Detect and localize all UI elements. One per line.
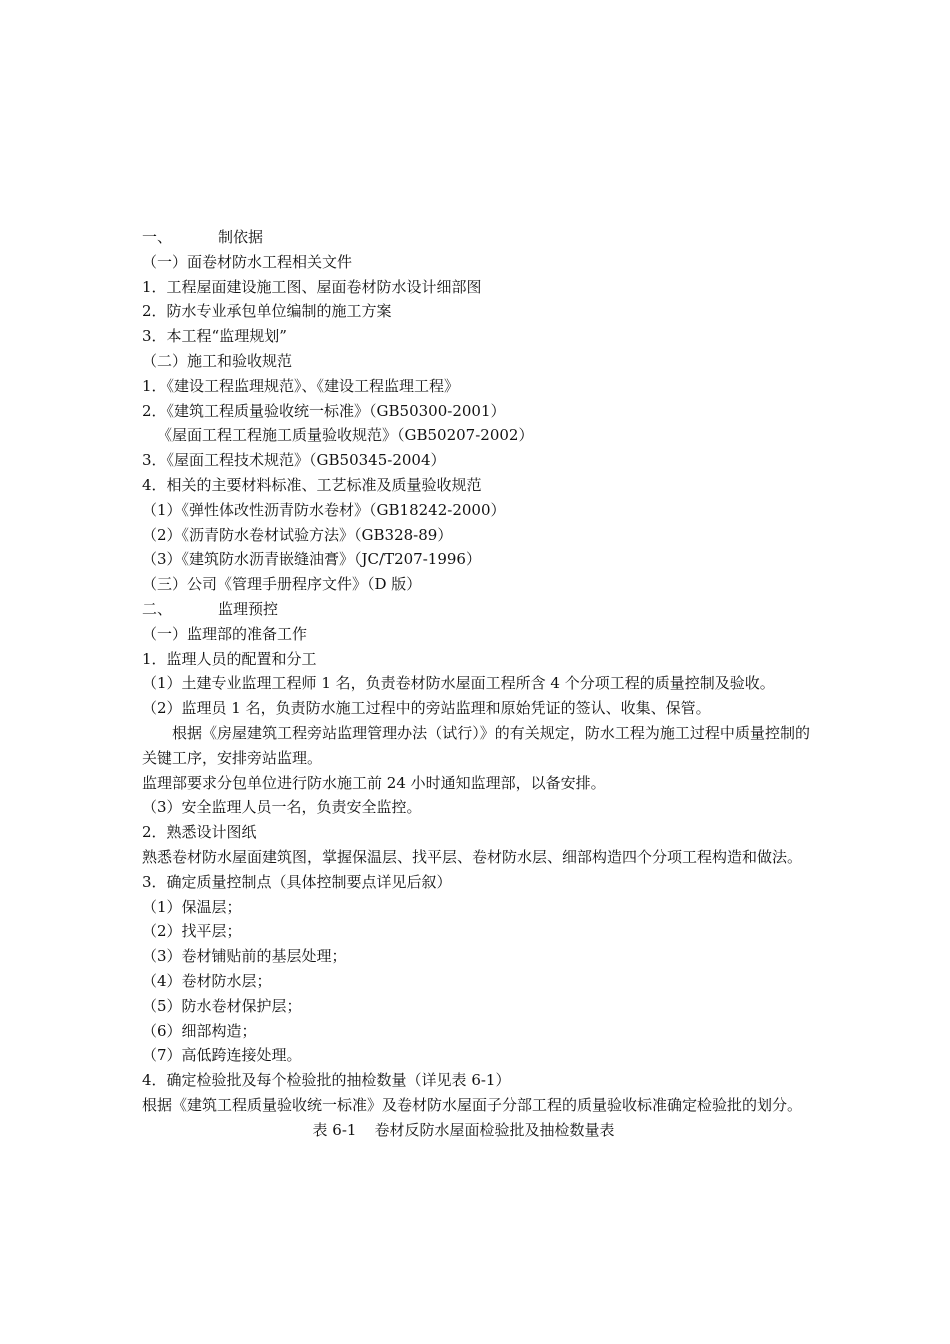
list-item: （1）《弹性体改性沥青防水卷材》（GB18242-2000） — [142, 500, 506, 519]
item-heading: 2．熟悉设计图纸 — [142, 823, 257, 842]
paragraph: 根据《建筑工程质量验收统一标准》及卷材防水屋面子分部工程的质量验收标准确定检验批的划分。 — [142, 1095, 803, 1114]
section-number: 二、 — [142, 599, 173, 618]
section-title: 监理预控 — [218, 599, 279, 618]
control-point: （2）找平层； — [142, 922, 242, 941]
list-item: 2．《建筑工程质量验收统一标准》（GB50300-2001） — [142, 401, 506, 420]
subsection-heading: （三）公司《管理手册程序文件》（D 版） — [142, 575, 422, 594]
list-item: 《屋面工程工程施工质量验收规范》（GB50207-2002） — [157, 426, 534, 445]
section-title: 制依据 — [218, 228, 264, 246]
subsection-heading: （一）面卷材防水工程相关文件 — [142, 252, 353, 271]
list-item: 1．工程屋面建设施工图、屋面卷材防水设计细部图 — [142, 277, 482, 296]
control-point: （4）卷材防水层； — [142, 971, 272, 990]
paragraph: 监理部要求分包单位进行防水施工前 24 小时通知监理部，以备安排。 — [142, 773, 606, 792]
item-heading: 4．确定检验批及每个检验批的抽检数量（详见表 6-1） — [142, 1071, 511, 1090]
table-title: 卷材反防水屋面检验批及抽检数量表 — [374, 1120, 615, 1139]
paragraph: （1）土建专业监理工程师 1 名，负责卷材防水屋面工程所含 4 个分项工程的质量控制及验收。 — [142, 674, 775, 693]
section-heading-1 — [142, 225, 810, 250]
document-body — [142, 225, 810, 1142]
paragraph: （3）安全监理人员一名，负责安全监控。 — [142, 798, 422, 817]
list-item: （2）《沥青防水卷材试验方法》（GB328-89） — [142, 525, 453, 544]
subsection-heading: （一）监理部的准备工作 — [142, 624, 308, 643]
paragraph: 根据《房屋建筑工程旁站监理管理办法（试行）》的有关规定，防水工程为施工过程中质量控制的关键工序，安排旁站监理。 — [142, 723, 810, 767]
list-item: 2．防水专业承包单位编制的施工方案 — [142, 302, 392, 321]
control-point: （7）高低跨连接处理。 — [142, 1046, 302, 1065]
paragraph: （2）监理员 1 名，负责防水施工过程中的旁站监理和原始凭证的签认、收集、保管。 — [142, 699, 711, 718]
control-point: （1）保温层； — [142, 897, 242, 916]
list-item: 1．《建设工程监理规范》、《建设工程监理工程》 — [142, 376, 460, 395]
list-item: 3．《屋面工程技术规范》（GB50345-2004） — [142, 451, 446, 470]
control-point: （3）卷材铺贴前的基层处理； — [142, 947, 347, 966]
list-item: （3）《建筑防水沥青嵌缝油膏》（JC/T207-1996） — [142, 550, 481, 569]
control-point: （6）细部构造； — [142, 1021, 257, 1040]
table-number: 表 6-1 — [312, 1120, 357, 1139]
list-item: 3．本工程“监理规划” — [142, 327, 287, 346]
subsection-heading: （二）施工和验收规范 — [142, 351, 293, 370]
table-caption — [142, 1118, 810, 1143]
control-point: （5）防水卷材保护层； — [142, 996, 302, 1015]
paragraph: 熟悉卷材防水屋面建筑图，掌握保温层、找平层、卷材防水层、细部构造四个分项工程构造和做法。 — [142, 847, 803, 866]
section-heading-2 — [142, 597, 810, 622]
item-heading: 3．确定质量控制点（具体控制要点详见后叙） — [142, 872, 452, 891]
item-heading: 1．监理人员的配置和分工 — [142, 649, 317, 668]
section-number: 一、 — [142, 228, 173, 246]
list-item: 4．相关的主要材料标准、工艺标准及质量验收规范 — [142, 475, 482, 494]
